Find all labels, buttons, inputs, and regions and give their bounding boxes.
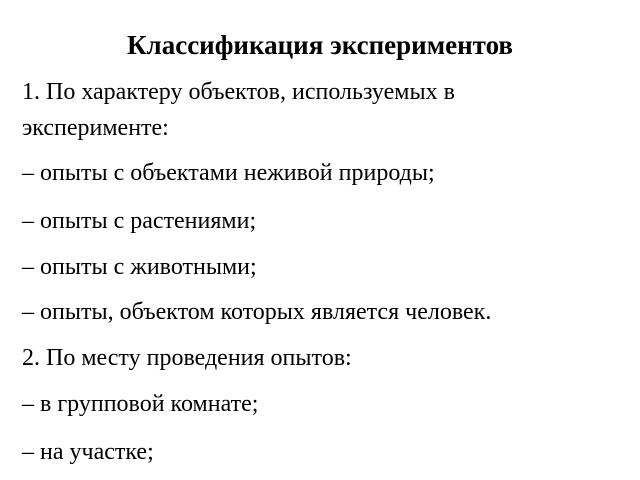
slide-title: Классификация экспериментов (126, 30, 513, 60)
text-line-4: – опыты с растениями; (22, 208, 257, 234)
text-line-5: – опыты с животными; (22, 254, 257, 280)
text-line-2: эксперименте: (22, 115, 169, 141)
text-line-9: – на участке; (22, 439, 154, 465)
text-line-1: 1. По характеру объектов, используемых в (22, 79, 455, 105)
text-line-3: – опыты с объектами неживой природы; (22, 160, 435, 186)
text-line-6: – опыты, объектом которых является человек. (22, 299, 492, 325)
text-line-8: – в групповой комнате; (22, 391, 259, 417)
text-line-7: 2. По месту проведения опытов: (22, 345, 352, 371)
